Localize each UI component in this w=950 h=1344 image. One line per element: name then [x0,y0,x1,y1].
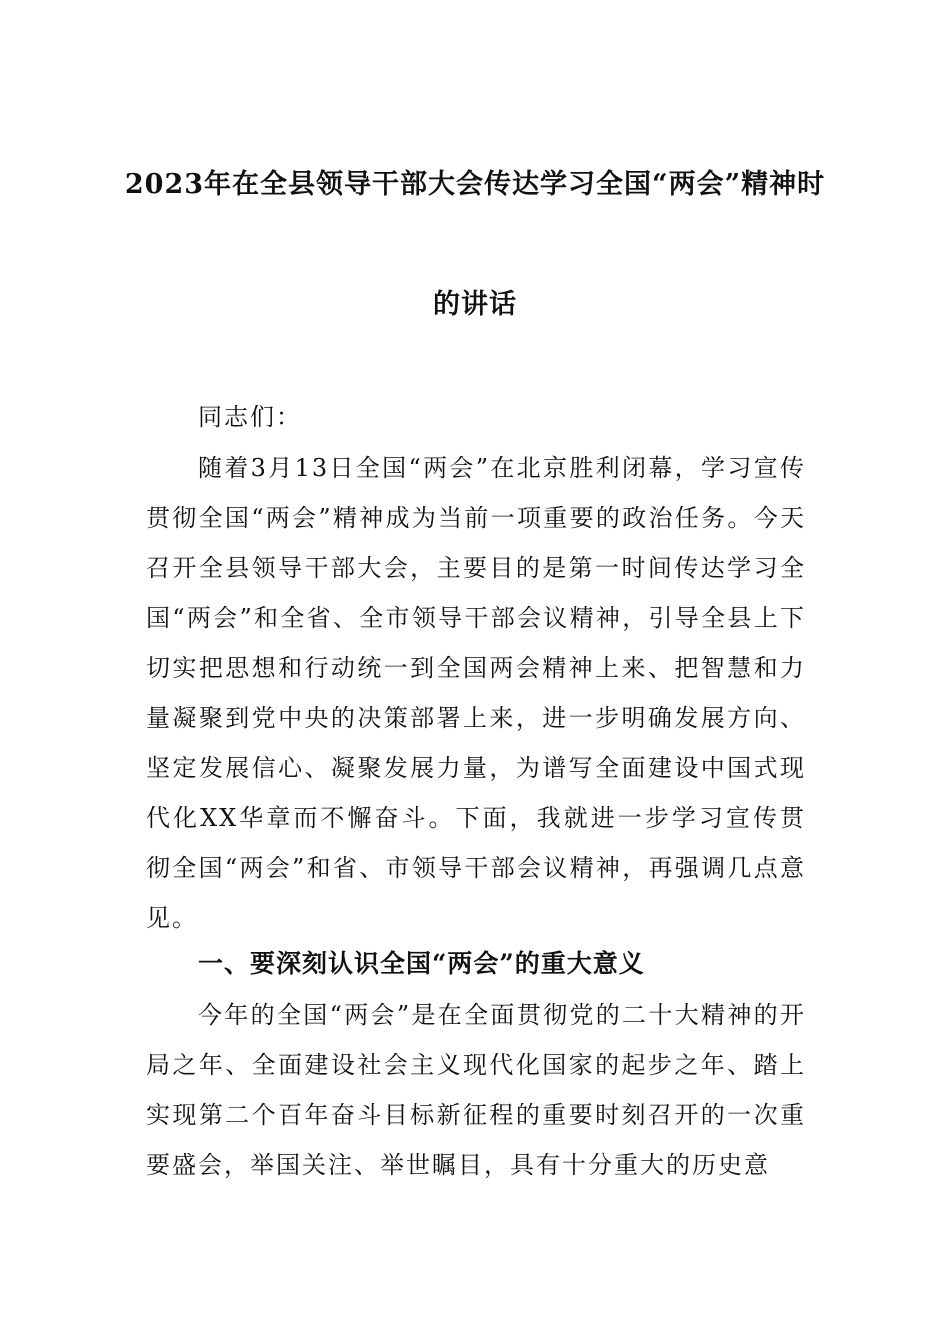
document-title-line-2: 的讲话 [433,289,517,320]
document-title-line-1: 2023年在全县领导干部大会传达学习全国“两会”精神时 [124,169,826,200]
salutation: 同志们： [198,403,302,431]
paragraph-intro: 随着3月13日全国“两会”在北京胜利闭幕，学习宣传贯彻全国“两会”精神成为当前一项重要的政治任务。今天召开全县领导干部大会，主要目的是第一时间传达学习全国“两会”和全省、全市领导干部会议精神，引导全县上下切实把思想和行动统一到全国两会精神上来、把智慧和力量凝聚到党中央的决策部署上来，进一步明确发展方向、坚定发展信心、凝聚发展力量，为谱写全面建设中国式现代化XX华章而不懈奋斗。下面，我就进一步学习宣传贯彻全国“两会”和省、市领导干部会议精神，再强调几点意见。 [146,454,806,932]
section-heading-1: 一、要深刻认识全国“两会”的重大意义 [198,949,645,978]
paragraph-section-1: 今年的全国“两会”是在全面贯彻党的二十大精神的开局之年、全面建设社会主义现代化国家的起步之年、踏上实现第二个百年奋斗目标新征程的重要时刻召开的一次重要盛会，举国关注、举世瞩目，具有十分重大的历史意 [146,1001,806,1179]
